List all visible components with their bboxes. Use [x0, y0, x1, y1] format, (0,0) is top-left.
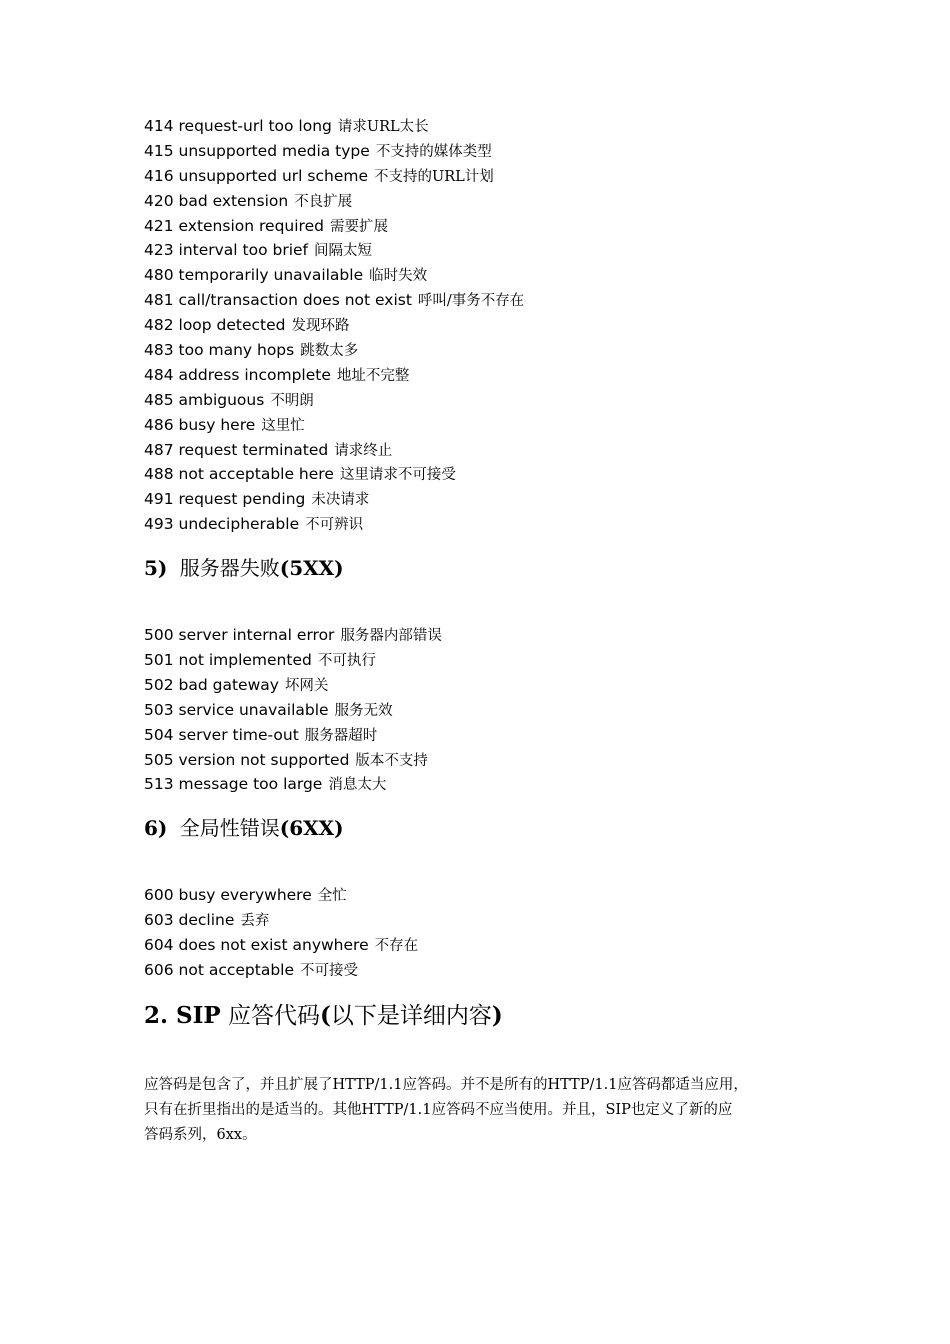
status-code-english: 423 interval too brief — [144, 241, 309, 260]
status-code-chinese: 服务器内部错误 — [340, 628, 442, 645]
paragraph-line: 只有在折里指出的是适当的。其他HTTP/1.1应答码不应当使用。并且，SIP也定义了新的应 — [144, 1101, 733, 1118]
heading-title: 应答代码 — [228, 1002, 320, 1029]
status-code-chinese: 不存在 — [374, 938, 419, 955]
status-code-english: 502 bad gateway — [144, 675, 279, 694]
status-code-english: 504 server time-out — [144, 725, 299, 744]
status-code-chinese: 不支持的URL计划 — [374, 168, 494, 185]
status-code-chinese: 坏网关 — [284, 677, 329, 694]
status-code-chinese: 丢弃 — [240, 913, 270, 930]
status-code-chinese: 这里忙 — [261, 417, 305, 434]
status-code-item — [144, 933, 809, 958]
status-code-chinese: 全忙 — [317, 888, 347, 905]
status-code-item — [144, 338, 809, 363]
status-code-item — [144, 388, 809, 413]
status-code-english: 505 version not supported — [144, 750, 350, 769]
status-code-item — [144, 748, 809, 773]
heading-paren-text: 以下是详细内容 — [330, 1002, 492, 1029]
section-number: 5) — [144, 556, 168, 581]
status-code-item — [144, 313, 809, 338]
status-code-item — [144, 288, 809, 313]
status-code-english: 603 decline — [144, 911, 235, 930]
status-code-item — [144, 462, 809, 487]
status-code-chinese: 服务器超时 — [304, 727, 378, 744]
status-code-chinese: 临时失效 — [369, 268, 428, 285]
status-code-item — [144, 214, 809, 239]
status-code-item — [144, 263, 809, 288]
status-code-english: 484 address incomplete — [144, 365, 331, 384]
status-code-chinese: 不明朗 — [270, 392, 314, 409]
status-code-item — [144, 623, 809, 648]
status-code-english: 606 not acceptable — [144, 961, 294, 980]
status-code-english: 480 temporarily unavailable — [144, 266, 364, 285]
status-code-item — [144, 883, 809, 908]
status-code-english: 513 message too large — [144, 775, 323, 794]
status-code-chinese: 不可辨识 — [305, 517, 364, 534]
status-code-chinese: 这里请求不可接受 — [339, 467, 456, 484]
section-heading-5xx — [144, 553, 809, 583]
status-code-item — [144, 698, 809, 723]
status-code-chinese: 间隔太短 — [314, 243, 373, 260]
status-code-item — [144, 238, 809, 263]
status-code-chinese: 不良扩展 — [294, 193, 353, 210]
status-code-english: 500 server internal error — [144, 626, 335, 645]
status-code-english: 485 ambiguous — [144, 390, 265, 409]
paragraph-line: 应答码是包含了，并且扩展了HTTP/1.1应答码。并不是所有的HTTP/1.1应答码都适当应用， — [144, 1076, 748, 1093]
status-code-chinese: 不可接受 — [300, 963, 358, 980]
status-code-english: 493 undecipherable — [144, 515, 300, 534]
status-code-item — [144, 958, 809, 983]
heading-paren-open: ( — [320, 1001, 331, 1029]
section-title: 全局性错误 — [179, 816, 280, 841]
status-code-english: 482 loop detected — [144, 316, 286, 335]
status-code-english: 503 service unavailable — [144, 700, 329, 719]
heading-paren-close: ) — [491, 1001, 503, 1029]
status-code-chinese: 发现环路 — [291, 318, 350, 335]
status-code-list-6xx — [144, 883, 809, 983]
status-code-item — [144, 164, 809, 189]
status-code-english: 421 extension required — [144, 216, 324, 235]
status-code-item — [144, 413, 809, 438]
status-code-english: 501 not implemented — [144, 651, 312, 670]
status-code-english: 604 does not exist anywhere — [144, 936, 369, 955]
section-code: (5XX) — [279, 556, 344, 581]
status-code-chinese: 服务无效 — [334, 702, 393, 719]
heading-prefix: 2. SIP — [144, 1001, 221, 1029]
status-code-list-4xx — [144, 114, 809, 537]
section-heading-sip-response-codes — [144, 999, 809, 1033]
status-code-english: 414 request-url too long — [144, 117, 332, 135]
status-code-item — [144, 512, 809, 537]
status-code-chinese: 需要扩展 — [329, 218, 388, 235]
status-code-item — [144, 139, 809, 164]
intro-paragraph — [144, 1073, 809, 1148]
status-code-item — [144, 723, 809, 748]
status-code-chinese: 消息太大 — [328, 777, 387, 794]
status-code-english: 481 call/transaction does not exist — [144, 291, 412, 310]
status-code-english: 487 request terminated — [144, 440, 329, 459]
status-code-item — [144, 908, 809, 933]
status-code-chinese: 不可执行 — [317, 653, 376, 670]
status-code-item — [144, 114, 809, 139]
status-code-item — [144, 438, 809, 463]
status-code-list-5xx — [144, 623, 809, 797]
status-code-english: 420 bad extension — [144, 191, 289, 210]
status-code-english: 600 busy everywhere — [144, 886, 312, 905]
status-code-item — [144, 673, 809, 698]
status-code-item — [144, 189, 809, 214]
section-number: 6) — [144, 816, 168, 841]
status-code-chinese: 未决请求 — [311, 492, 370, 509]
status-code-chinese: 不支持的媒体类型 — [375, 143, 492, 160]
status-code-chinese: 跳数太多 — [300, 343, 359, 360]
section-title: 服务器失败 — [179, 556, 280, 581]
status-code-item — [144, 772, 809, 797]
status-code-chinese: 地址不完整 — [336, 367, 410, 384]
status-code-chinese: 请求终止 — [334, 442, 393, 459]
status-code-english: 416 unsupported url scheme — [144, 166, 368, 185]
paragraph-line: 答码系列，6xx。 — [144, 1126, 257, 1143]
status-code-english: 483 too many hops — [144, 341, 295, 360]
section-heading-6xx — [144, 813, 809, 843]
status-code-chinese: 请求URL太长 — [337, 119, 429, 135]
status-code-english: 491 request pending — [144, 490, 306, 509]
status-code-item — [144, 487, 809, 512]
document-page — [144, 114, 809, 1148]
status-code-chinese: 呼叫/事务不存在 — [417, 293, 525, 310]
status-code-english: 415 unsupported media type — [144, 141, 370, 160]
section-code: (6XX) — [279, 816, 344, 841]
status-code-english: 486 busy here — [144, 415, 256, 434]
status-code-item — [144, 648, 809, 673]
status-code-english: 488 not acceptable here — [144, 465, 334, 484]
status-code-item — [144, 363, 809, 388]
status-code-chinese: 版本不支持 — [355, 752, 428, 769]
